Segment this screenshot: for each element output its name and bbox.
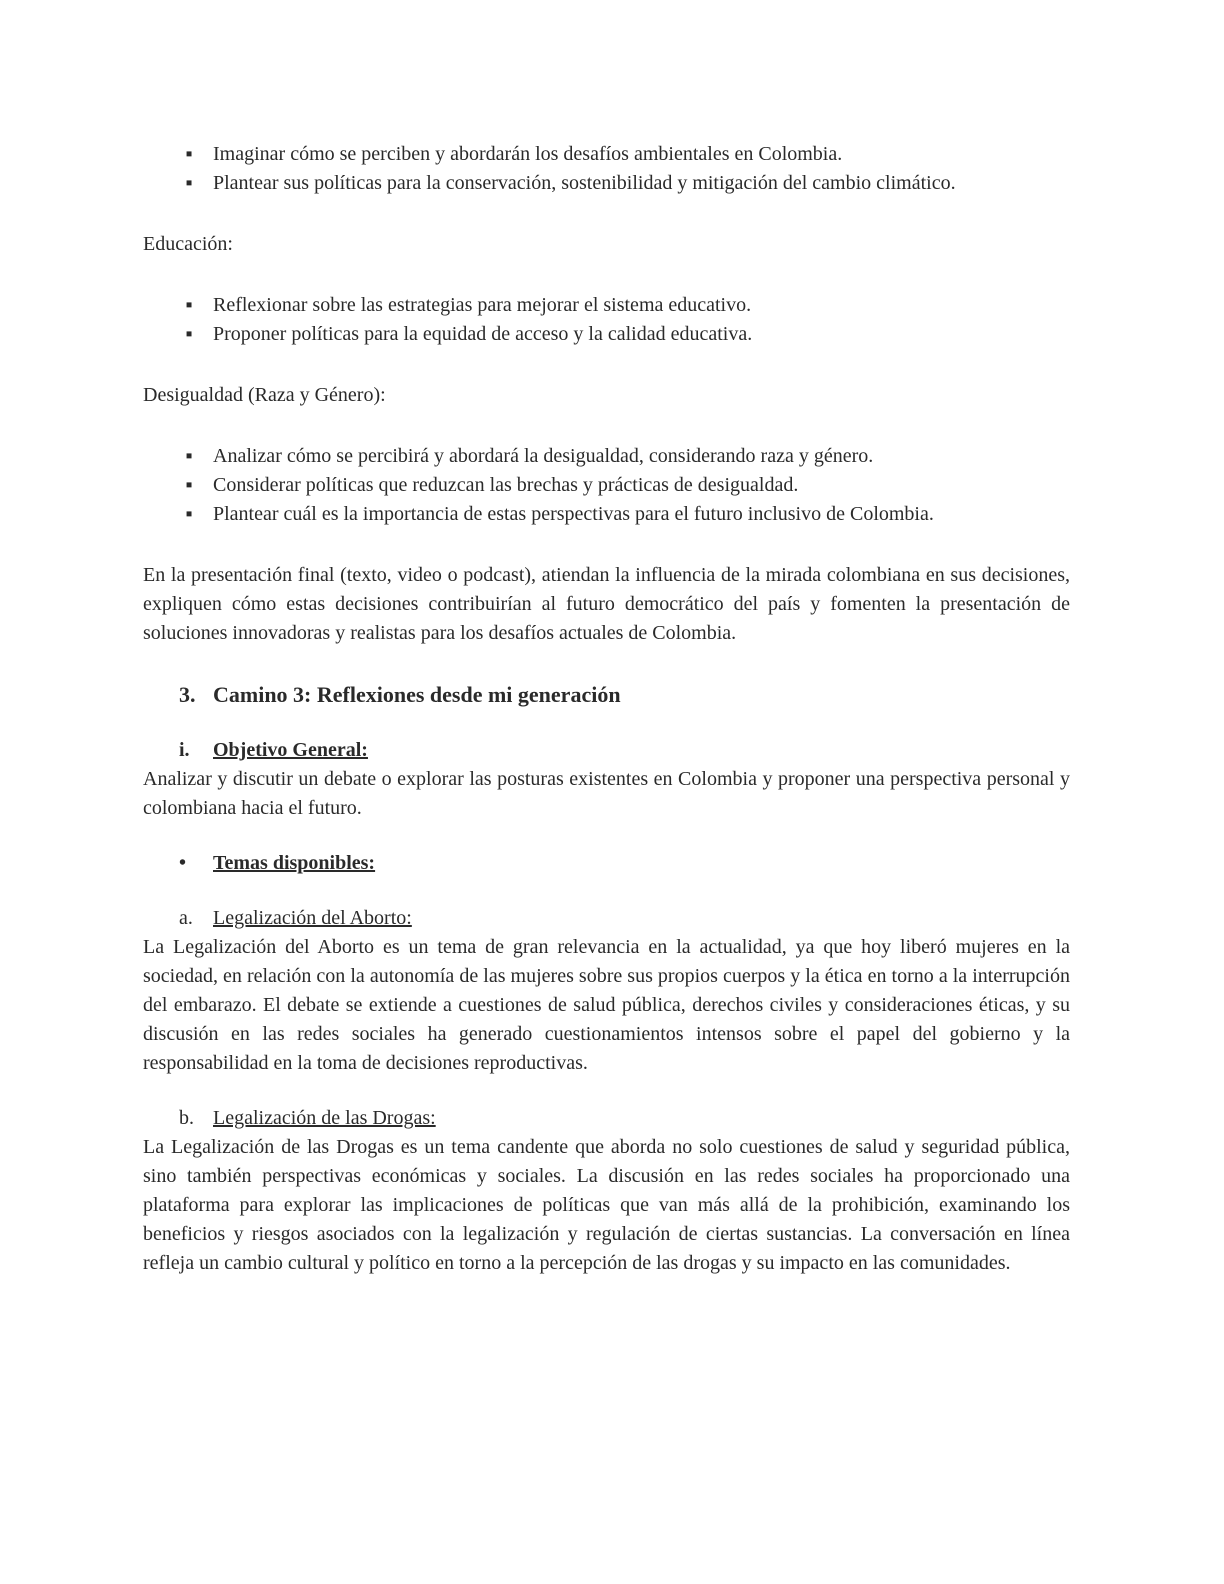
list-item-text: Reflexionar sobre las estrategias para mejorar el sistema educativo.: [213, 294, 752, 316]
environment-list: [143, 140, 1070, 198]
list-item: [143, 442, 1070, 471]
inequality-label: Desigualdad (Raza y Género):: [143, 384, 386, 406]
list-item-text: Proponer políticas para la equidad de acceso y la calidad educativa.: [213, 323, 753, 345]
topics-heading: [143, 849, 1070, 878]
list-item: [143, 169, 1070, 198]
topic-a-marker: a.: [179, 907, 193, 929]
list-item-text: Plantear sus políticas para la conservación, sostenibilidad y mitigación del cambio climático.: [213, 172, 956, 194]
objective-text: Analizar y discutir un debate o explorar las posturas existentes en Colombia y proponer una perspectiva personal y colombiana hacia el futuro.: [143, 768, 1070, 819]
inequality-list: [143, 442, 1070, 529]
education-list: [143, 291, 1070, 349]
square-bullet-icon: ▪: [185, 445, 193, 467]
topic-b-text: La Legalización de las Drogas es un tema candente que aborda no solo cuestiones de salud y seguridad pública, sino también perspectivas económicas y sociales. La discusión en las redes sociales ha proporcionado una plataforma para explorar las implicaciones de políticas que van más allá de la prohibición, examinando los beneficios y riesgos asociados con la legalización y regulación de ciertas sustancias. La conversación en línea refleja un cambio cultural y político en torno a la percepción de las drogas y su impacto en las comunidades.: [143, 1136, 1070, 1274]
closing-paragraph: En la presentación final (texto, video o podcast), atiendan la influencia de la mirada colombiana en sus decisiones, expliquen cómo estas decisiones contribuirían al futuro democrático del país y fomenten la presentación de soluciones innovadoras y realistas para los desafíos actuales de Colombia.: [143, 564, 1070, 644]
square-bullet-icon: ▪: [185, 294, 193, 316]
topics-title: Temas disponibles:: [213, 852, 376, 874]
chapter-title: Camino 3: Reflexiones desde mi generación: [213, 682, 621, 707]
list-item-text: Analizar cómo se percibirá y abordará la desigualdad, considerando raza y género.: [213, 445, 874, 467]
square-bullet-icon: ▪: [185, 503, 193, 525]
topic-a-heading: [143, 904, 1070, 933]
square-bullet-icon: ▪: [185, 143, 193, 165]
document-page: [143, 140, 1070, 1278]
list-item: [143, 471, 1070, 500]
list-item: [143, 500, 1070, 529]
topic-b-heading: [143, 1104, 1070, 1133]
topic-b-title: Legalización de las Drogas:: [213, 1107, 436, 1129]
topic-a-text: La Legalización del Aborto es un tema de gran relevancia en la actualidad, ya que hoy liberó mujeres en la sociedad, en relación con la autonomía de las mujeres sobre sus propios cuerpos y la ética en torno a la interrupción del embarazo. El debate se extiende a cuestiones de salud pública, derechos civiles y consideraciones éticas, y su discusión en las redes sociales ha generado cuestionamientos intensos sobre el papel del gobierno y la responsabilidad en la toma de decisiones reproductivas.: [143, 936, 1070, 1074]
square-bullet-icon: ▪: [185, 172, 193, 194]
list-item: [143, 291, 1070, 320]
objective-title: Objetivo General:: [213, 739, 368, 761]
topics-bullet-icon: •: [179, 852, 187, 874]
square-bullet-icon: ▪: [185, 323, 193, 345]
list-item-text: Imaginar cómo se perciben y abordarán los desafíos ambientales en Colombia.: [213, 143, 843, 165]
list-item: [143, 320, 1070, 349]
chapter-number: 3.: [179, 682, 196, 707]
list-item-text: Considerar políticas que reduzcan las brechas y prácticas de desigualdad.: [213, 474, 799, 496]
list-item-text: Plantear cuál es la importancia de estas perspectivas para el futuro inclusivo de Colombia.: [213, 503, 934, 525]
chapter-heading: [143, 680, 1070, 710]
topic-a-title: Legalización del Aborto:: [213, 907, 412, 929]
objective-marker: i.: [179, 739, 190, 761]
topic-b-marker: b.: [179, 1107, 194, 1129]
education-label: Educación:: [143, 233, 233, 255]
square-bullet-icon: ▪: [185, 474, 193, 496]
list-item: [143, 140, 1070, 169]
objective-heading: [143, 736, 1070, 765]
